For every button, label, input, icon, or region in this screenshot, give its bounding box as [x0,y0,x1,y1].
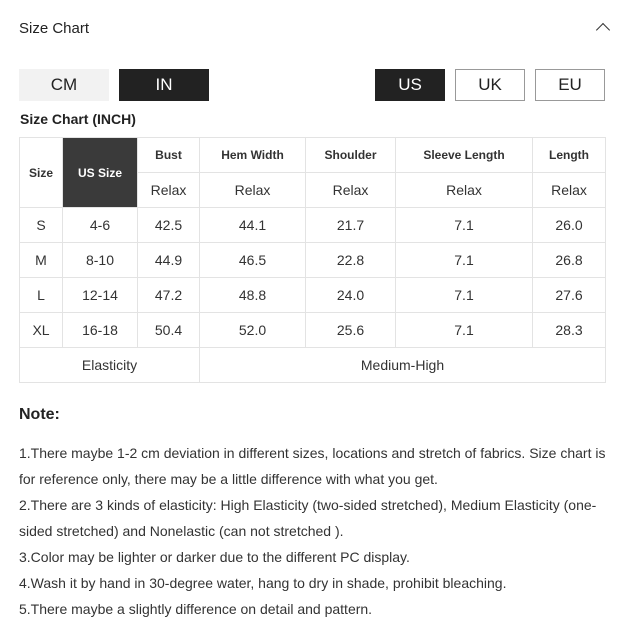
column-header: Length [533,138,606,173]
chart-unit-title: Size Chart (INCH) [20,111,136,127]
us-size-header: US Size [63,138,138,208]
fit-cell: Relax [533,173,606,208]
table-row [20,278,606,313]
table-cell: 46.5 [200,243,306,278]
note-line: 1.There maybe 1-2 cm deviation in different sizes, locations and stretch of fabrics. Size chart is for reference only, there may be a little difference with what you get. [19,445,606,487]
table-cell: 27.6 [533,278,606,313]
region-eu-button[interactable]: EU [535,69,605,101]
note-line: 5.There maybe a slightly difference on detail and pattern. [19,601,373,617]
table-cell: XL [20,313,63,348]
table-cell: L [20,278,63,313]
table-cell: M [20,243,63,278]
column-header: Sleeve Length [396,138,533,173]
chevron-up-icon[interactable] [595,19,613,37]
elasticity-value: Medium-High [200,348,606,383]
table-cell: 44.9 [138,243,200,278]
table-cell: 48.8 [200,278,306,313]
unit-in-button[interactable]: IN [119,69,209,101]
note-line: 2.There are 3 kinds of elasticity: High Elasticity (two-sided stretched), Medium Elasticity (one-sided stretched) and Nonelastic (can not stretched ). [19,497,597,539]
table-cell: 8-10 [63,243,138,278]
fit-cell: Relax [306,173,396,208]
size-table [19,137,606,383]
note-line: 4.Wash it by hand in 30-degree water, hang to dry in shade, prohibit bleaching. [19,575,507,591]
elasticity-row [20,348,606,383]
column-header: Bust [138,138,200,173]
table-cell: 16-18 [63,313,138,348]
fit-cell: Relax [200,173,306,208]
column-header: Shoulder [306,138,396,173]
region-uk-button[interactable]: UK [455,69,525,101]
table-cell: 52.0 [200,313,306,348]
table-cell: 4-6 [63,208,138,243]
table-row [20,208,606,243]
table-cell: S [20,208,63,243]
table-cell: 50.4 [138,313,200,348]
table-cell: 12-14 [63,278,138,313]
table-cell: 26.0 [533,208,606,243]
size-chart-title: Size Chart [19,19,90,37]
size-header: Size [20,138,63,208]
region-us-button[interactable]: US [375,69,445,101]
fit-cell: Relax [138,173,200,208]
note-title: Note: [19,406,60,423]
table-cell: 24.0 [306,278,396,313]
table-row [20,313,606,348]
elasticity-label: Elasticity [20,348,200,383]
fit-cell: Relax [396,173,533,208]
size-chart-header[interactable] [19,14,613,42]
table-cell: 28.3 [533,313,606,348]
table-cell: 25.6 [306,313,396,348]
unit-cm-button[interactable]: CM [19,69,109,101]
table-row [20,243,606,278]
table-cell: 7.1 [396,313,533,348]
note-line: 3.Color may be lighter or darker due to the different PC display. [19,549,410,565]
table-cell: 7.1 [396,243,533,278]
table-cell: 21.7 [306,208,396,243]
table-cell: 44.1 [200,208,306,243]
column-header: Hem Width [200,138,306,173]
note-list [19,440,613,622]
table-cell: 7.1 [396,278,533,313]
table-cell: 7.1 [396,208,533,243]
table-cell: 22.8 [306,243,396,278]
table-cell: 42.5 [138,208,200,243]
table-cell: 47.2 [138,278,200,313]
table-cell: 26.8 [533,243,606,278]
